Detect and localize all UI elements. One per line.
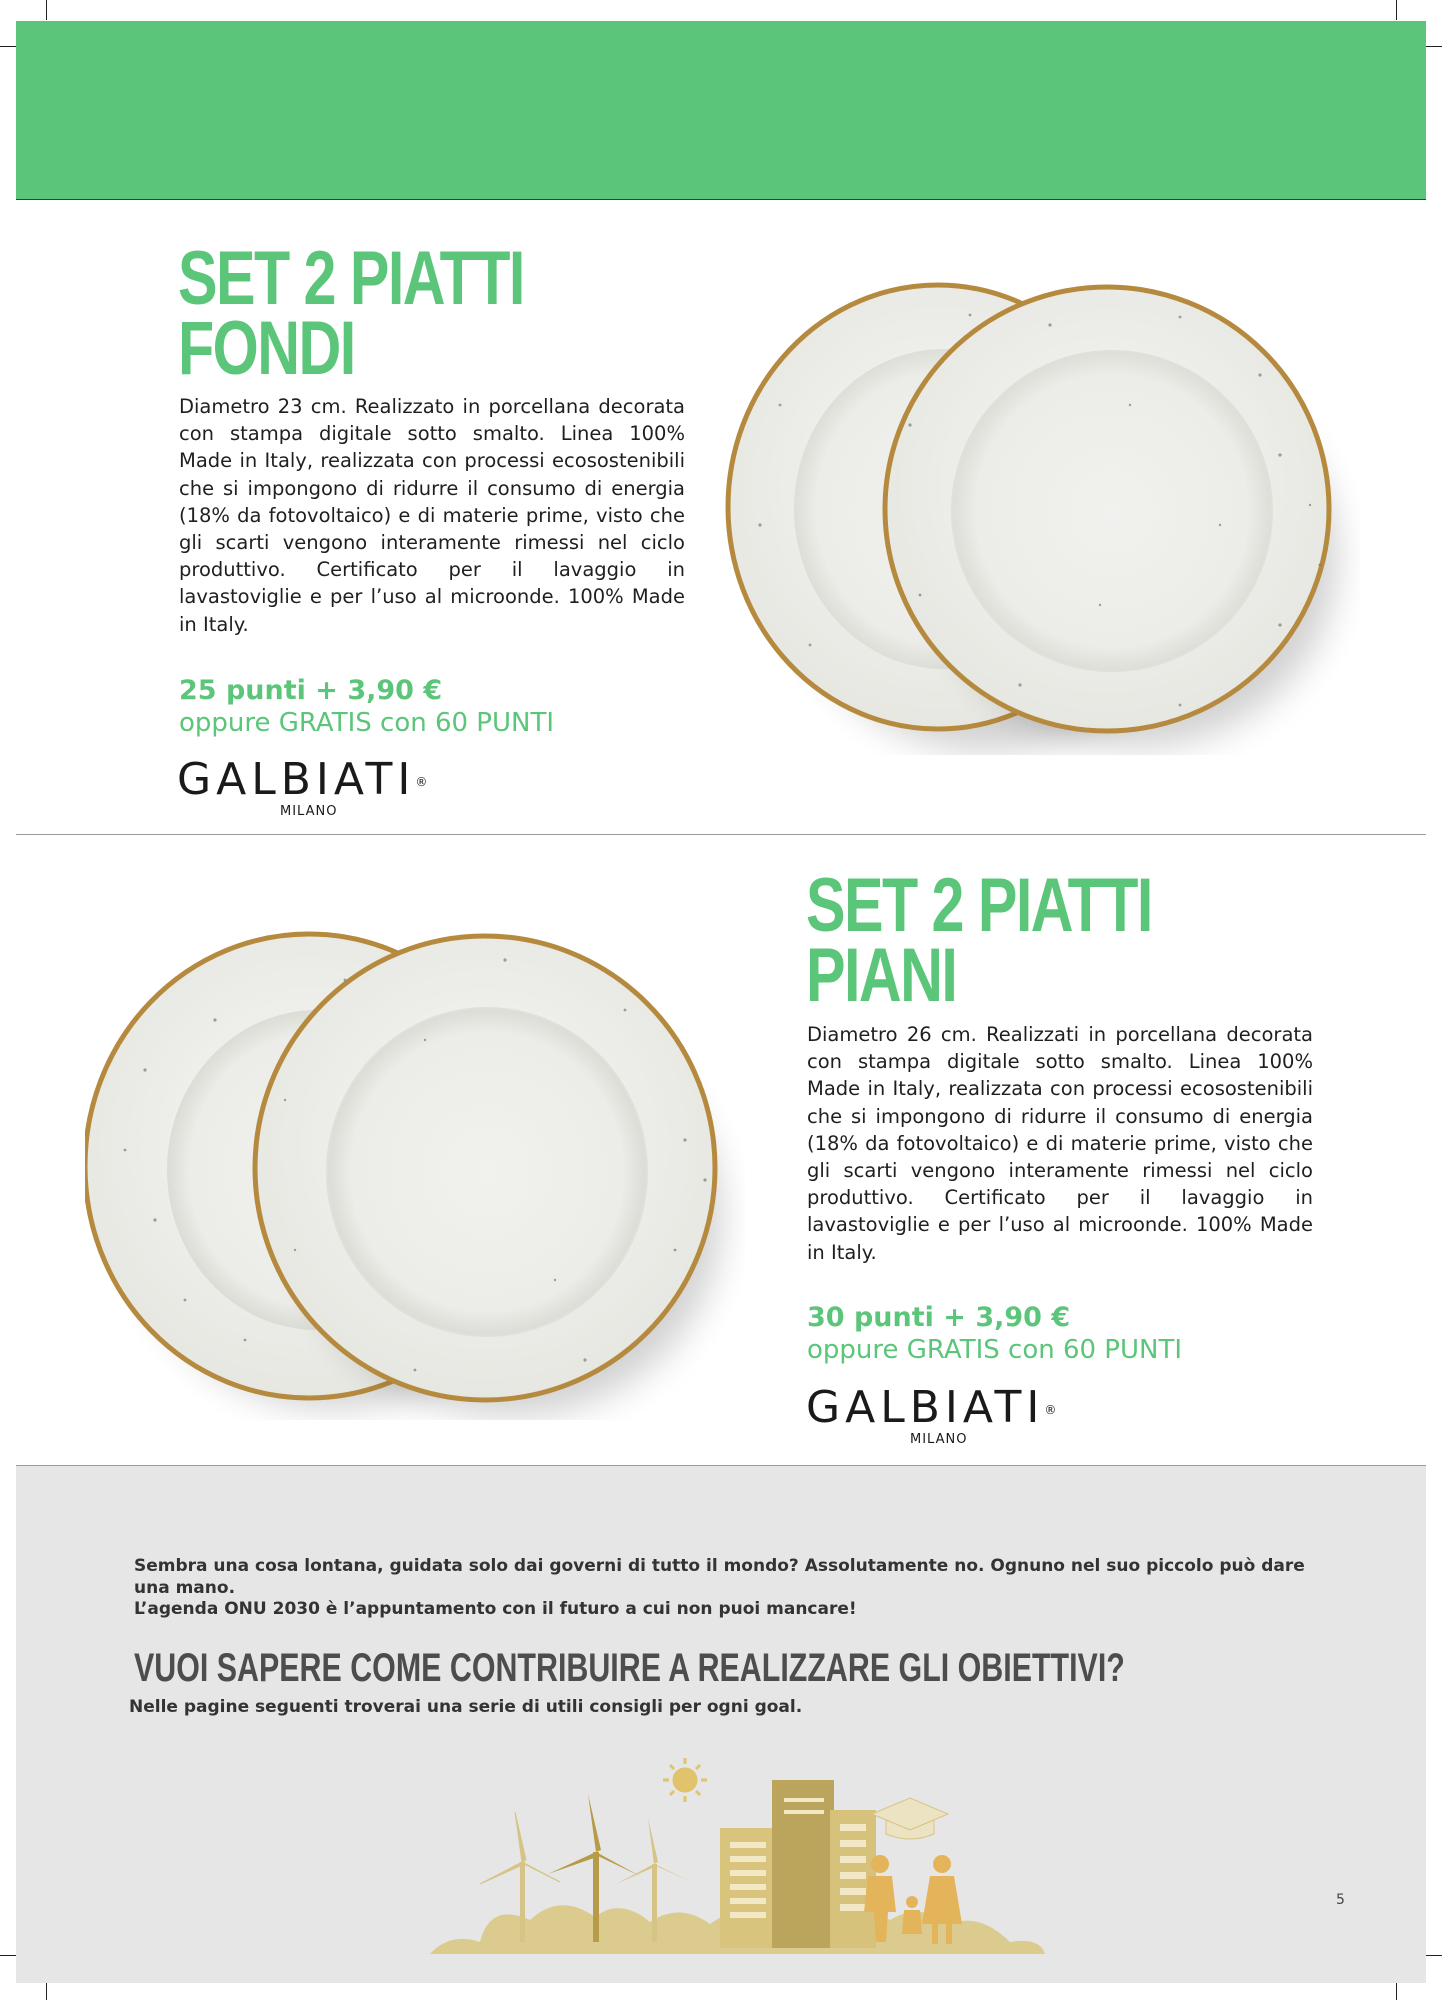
- crop-mark-icon: [1396, 0, 1397, 20]
- brand-name: GALBIATI: [806, 1382, 1045, 1433]
- brand-name: GALBIATI: [177, 754, 416, 805]
- intro-text: [134, 1556, 1314, 1621]
- crop-mark-icon: [1396, 1980, 1397, 2000]
- plates-image-piani: [85, 920, 745, 1420]
- product-price: 30 punti + 3,90 €: [807, 1302, 1071, 1333]
- intro-line: Sembra una cosa lontana, guidata solo dai governi di tutto il mondo? Assolutamente no. Ognuno nel suo piccolo può dare una mano.: [134, 1556, 1305, 1598]
- graduation-cap-icon: [872, 1798, 948, 1839]
- brand-logo: [177, 754, 428, 805]
- crop-mark-icon: [46, 1980, 47, 2000]
- product-price-alternative: oppure GRATIS con 60 PUNTI: [807, 1335, 1183, 1365]
- page-number: 5: [1336, 1892, 1345, 1908]
- product-description: Diametro 26 cm. Realizzati in porcellana decorata con stampa digitale sotto smalto. Linea 100% Made in Italy, realizzata con processi ecosostenibili che si impongono di ridurre il consumo di energia (18% da fotovoltaico) e di materie prime, visto che gli scarti vengono interamente rimessi nel ciclo produttivo. Certificato per il lavaggio in lavastoviglie e per l’uso al microonde. 100% Made in Italy.: [807, 1023, 1313, 1264]
- brand-logo: [806, 1382, 1057, 1433]
- product-description: Diametro 23 cm. Realizzato in porcellana decorata con stampa digitale sotto smalto. Linea 100% Made in Italy, realizzata con processi ecosostenibili che si impongono di ridurre il consumo di energia (18% da fotovoltaico) e di materie prime, visto che gli scarti vengono interamente rimessi nel ciclo produttivo. Certificato per il lavaggio in lavastoviglie e per l’uso al microonde. 100% Made in Italy.: [179, 395, 685, 636]
- cta-subtitle: Nelle pagine seguenti troverai una serie di utili consigli per ogni goal.: [129, 1697, 803, 1717]
- section-divider: [16, 834, 1426, 835]
- product-title: SET 2 PIATTI PIANI: [806, 863, 1152, 1018]
- family-icon: [864, 1855, 962, 1944]
- brand-subtitle: MILANO: [910, 1432, 968, 1447]
- product-price-alternative: oppure GRATIS con 60 PUNTI: [179, 708, 555, 738]
- sun-icon: [663, 1758, 707, 1802]
- plates-image-fondi: [720, 265, 1360, 755]
- product-price: 25 punti + 3,90 €: [179, 675, 443, 706]
- registered-mark: ®: [1044, 1403, 1057, 1417]
- sustainability-illustration: [420, 1752, 1060, 1962]
- crop-mark-icon: [46, 0, 47, 20]
- intro-line: L’agenda ONU 2030 è l’appuntamento con il futuro a cui non puoi mancare!: [134, 1599, 857, 1619]
- product-title: SET 2 PIATTI FONDI: [178, 236, 524, 391]
- registered-mark: ®: [415, 775, 428, 789]
- brand-subtitle: MILANO: [280, 804, 338, 819]
- cta-title: VUOI SAPERE COME CONTRIBUIRE A REALIZZARE GLI OBIETTIVI?: [134, 1646, 1125, 1690]
- building-icon: [720, 1780, 876, 1948]
- header-band: [16, 21, 1426, 200]
